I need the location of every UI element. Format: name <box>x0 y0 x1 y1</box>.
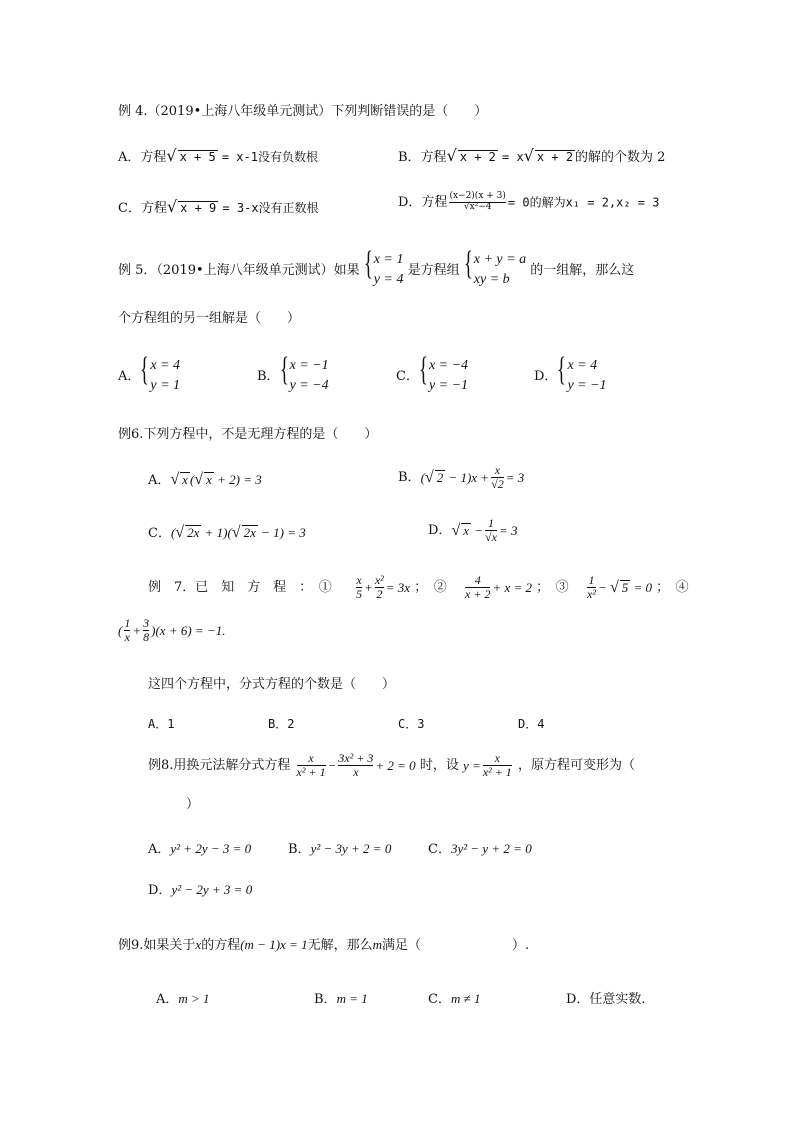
q4-stem: 例 4.（2019•上海八年级单元测试）下列判断错误的是（ ） <box>118 104 488 119</box>
q6-option-a: A．√ x (√ x + 2) = 3 <box>148 471 262 488</box>
q7-stem-line1: 例 7．已 知 方 程 ： ① $\frac{x}{5}$ + $\frac{\text{x²}}{2}$ = 3x ； ② $\frac{4}{x + 2}$ + x = 2 ； ③ $\frac{1}{\text{x²}}$ − √ 5 = 0 ； ④ <box>148 573 689 602</box>
q6-option-d: D．√ x − $\frac{1}{√x}$ = 3 <box>428 516 518 545</box>
q8-option-c: C．3y² − y + 2 = 0 <box>428 841 532 857</box>
q4-option-a: A．方程√ x + 5 = x-1没有负数根 <box>118 146 318 165</box>
q5-stem-line2: 个方程组的另一组解是（ ） <box>118 311 301 326</box>
q6-stem: 例6.下列方程中，不是无理方程的是（ ） <box>118 427 378 442</box>
q4-option-d: D．方程 $\frac{(x-2)(x + 3)}{\text{√x²−4}}$ = 0的解为x₁ = 2,x₂ = 3 <box>398 191 660 212</box>
q9-option-b: B．m = 1 <box>314 991 368 1007</box>
q6-option-b: B．(√ 2 − 1)x + $\frac{x}{√2}$ = 3 <box>398 463 525 492</box>
q4-option-b: B．方程√ x + 2 = x√ x + 2 的解的个数为 2 <box>398 146 666 165</box>
q7-option-b: B．2 <box>268 717 295 731</box>
q8-close-paren: ） <box>186 797 200 812</box>
q9-option-c: C．m ≠ 1 <box>428 991 481 1007</box>
q9-option-a: A．m > 1 <box>156 991 210 1007</box>
q7-option-a: A．1 <box>148 717 175 731</box>
q8-option-d: D．y² − 2y + 3 = 0 <box>148 882 253 898</box>
q5-option-b: B． { x = −1 y = −4 <box>257 351 329 394</box>
q7-question: 这四个方程中，分式方程的个数是（ ） <box>148 677 396 692</box>
q8-option-b: B．y² − 3y + 2 = 0 <box>288 841 392 857</box>
q9-option-d: D．任意实数. <box>566 992 646 1007</box>
q7-equation-4: ( $\frac{1}{x}$ + $\frac{3}{8}$ )(x + 6) = −1. <box>118 616 226 645</box>
q5-system-equations: { x + y = a xy = b <box>463 245 527 288</box>
q5-option-d: D． { x = 4 y = −1 <box>534 351 607 394</box>
q9-stem: 例9.如果关于x的方程(m − 1)x = 1无解，那么m满足（ ）. <box>118 937 530 953</box>
q4-option-c: C．方程√ x + 9 = 3-x没有正数根 <box>118 197 319 216</box>
q8-option-a: A．y² + 2y − 3 = 0 <box>148 841 252 857</box>
q6-option-c: C．(√ 2x + 1)(√ 2x − 1) = 3 <box>148 524 306 541</box>
q8-stem: 例8.用换元法解分式方程 $\frac{x}{\text{x² + 1}}$ − $\frac{\text{3x² + 3}}{x}$ + 2 = 0 时，设 y = $\frac{x}{\text{x² + 1}}$ ，原方程可变形为（ <box>148 751 635 780</box>
q5-option-a: A． { x = 4 y = 1 <box>118 351 181 394</box>
q5-system-given: { x = 1 y = 4 <box>363 245 404 288</box>
q5-stem-line1: 例 5．（2019•上海八年级单元测试）如果 { x = 1 y = 4 是方程组 { x + y = a xy = b 的一组解，那么这 <box>118 250 634 291</box>
q7-option-c: C．3 <box>398 717 425 731</box>
q7-option-d: D．4 <box>518 717 545 731</box>
q5-option-c: C． { x = −4 y = −1 <box>396 351 469 394</box>
